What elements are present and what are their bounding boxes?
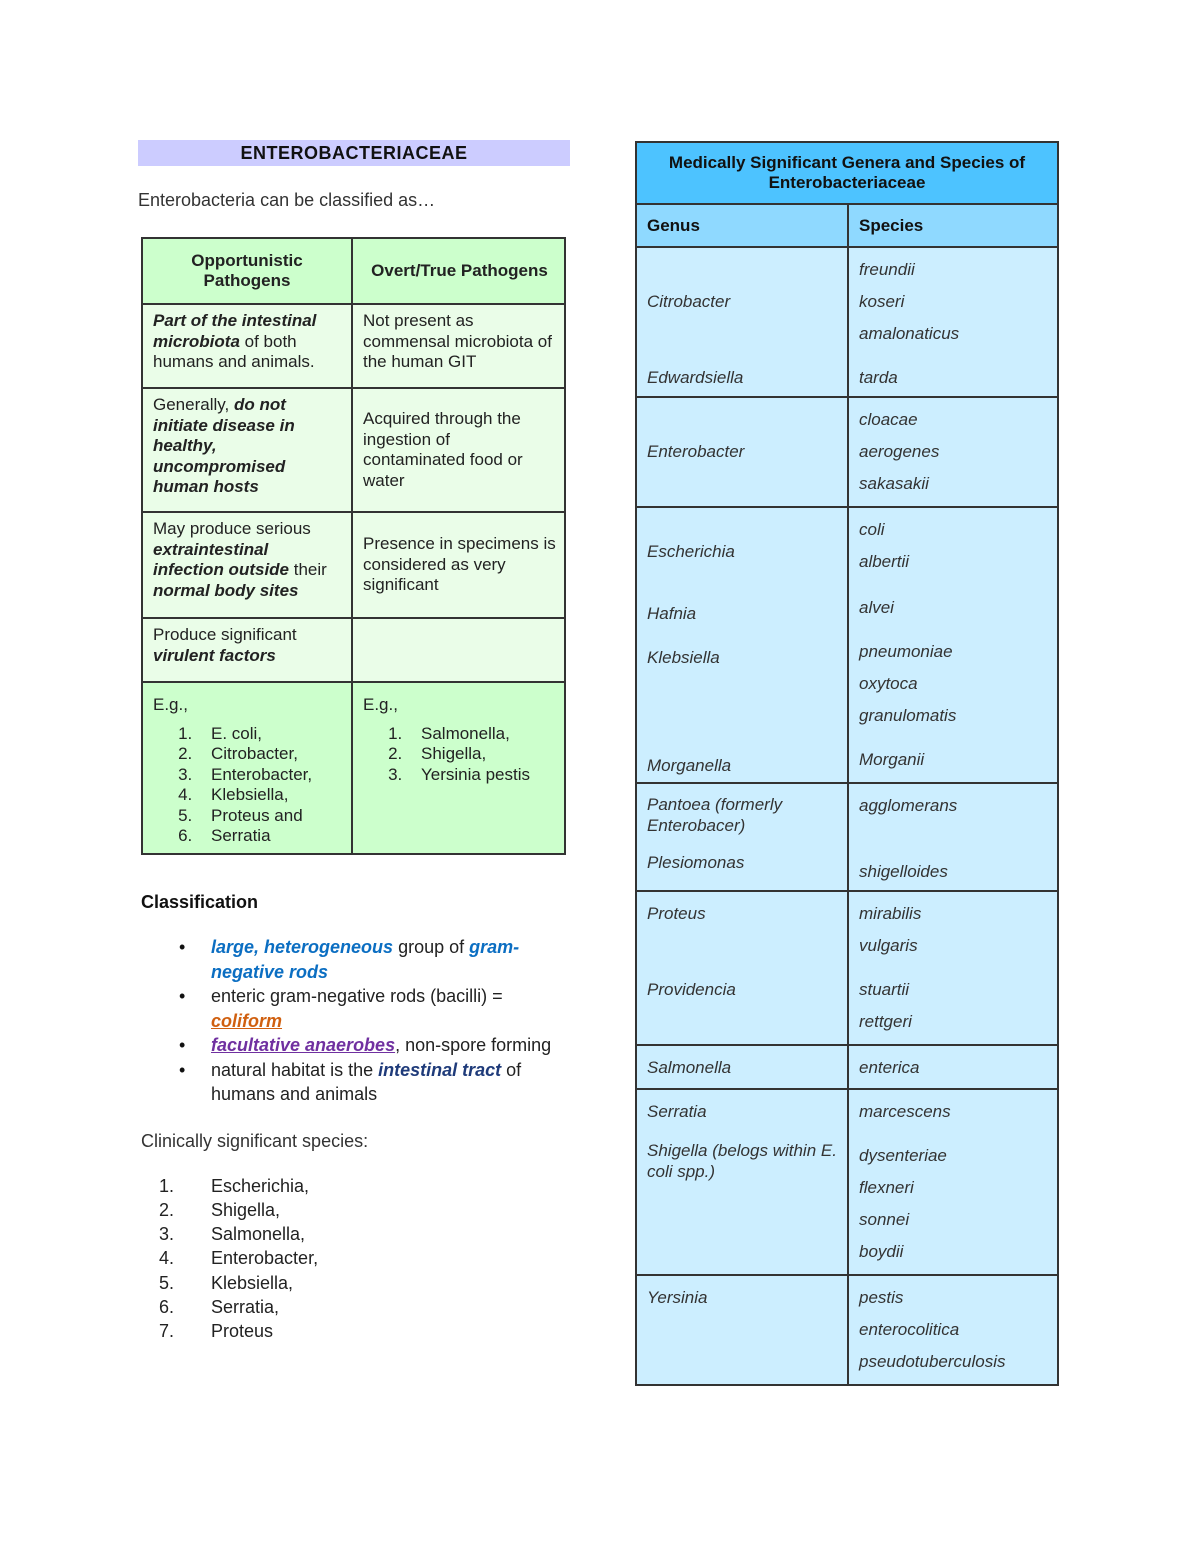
left-column <box>138 140 570 1342</box>
species-cell <box>848 507 1058 783</box>
highlight-text: coliform <box>211 1010 283 1031</box>
species-cell <box>848 247 1058 397</box>
text: natural habitat is the <box>211 1059 379 1080</box>
species: tarda <box>859 368 898 387</box>
genus: Escherichia <box>647 542 735 561</box>
cell <box>142 682 352 854</box>
table-row <box>142 304 565 388</box>
genus-cell <box>636 247 848 397</box>
list-item: 1. E. coli, <box>197 724 343 745</box>
genus-cell <box>636 1275 848 1385</box>
genus: Citrobacter <box>647 292 731 311</box>
text: of humans and animals <box>211 1059 522 1104</box>
genus: Edwardsiella <box>647 368 744 387</box>
bold-text: normal body sites <box>153 580 299 600</box>
table-row <box>636 1045 1058 1089</box>
species: marcescens <box>859 1102 951 1121</box>
species: sakasakii <box>859 474 929 493</box>
species-cell <box>848 1089 1058 1275</box>
species: oxytoca <box>859 674 918 693</box>
header-opportunistic: Opportunistic Pathogens <box>142 238 352 304</box>
highlight-text: large, heterogeneous <box>211 937 394 957</box>
list-item: 1. Escherichia, <box>179 1174 566 1198</box>
text: group of <box>393 937 470 957</box>
text: their <box>289 560 327 579</box>
intro-text: Enterobacteria can be classified as… <box>138 190 436 210</box>
cell: Presence in specimens is considered as very significant <box>352 512 565 618</box>
highlight-text: intestinal tract <box>378 1059 502 1080</box>
species: amalonaticus <box>859 324 960 343</box>
cell <box>142 388 352 512</box>
clinical-label: Clinically significant species: <box>141 1130 369 1151</box>
classification-heading: Classification <box>141 892 259 912</box>
table-row <box>142 388 565 512</box>
genus-cell <box>636 507 848 783</box>
species: cloacae <box>859 410 918 429</box>
genus: Enterobacter <box>647 442 745 461</box>
bold-text: extraintestinal infection outside <box>153 539 289 579</box>
table-row <box>142 618 565 682</box>
genus-cell <box>636 1089 848 1275</box>
list-item <box>179 935 566 984</box>
bold-text: Part of the intestinal microbiota <box>153 311 317 351</box>
genus-cell <box>636 397 848 507</box>
cell: Not present as commensal microbiota of the human GIT <box>352 304 565 388</box>
species: boydii <box>859 1242 904 1261</box>
list-item: 1. Salmonella, <box>407 724 556 745</box>
highlight-text: gram-negative rods <box>211 937 520 982</box>
species: coli <box>859 520 885 539</box>
genus: Serratia <box>647 1102 707 1121</box>
highlight-text: facultative anaerobes <box>211 1035 396 1055</box>
pathogen-comparison-table <box>141 237 566 855</box>
table-row <box>142 682 565 854</box>
species: koseri <box>859 292 905 311</box>
eg-label: E.g., <box>363 695 398 714</box>
list-item: 3. Enterobacter, <box>197 765 343 786</box>
list-item <box>179 1058 566 1107</box>
list-item <box>179 1033 566 1058</box>
text: Produce significant <box>153 625 297 644</box>
classification-list <box>141 935 566 1107</box>
species: pneumoniae <box>859 642 953 661</box>
species: granulomatis <box>859 706 957 725</box>
list-item: 3. Yersinia pestis <box>407 765 556 786</box>
species: rettgeri <box>859 1012 912 1031</box>
list-item: 4. Enterobacter, <box>179 1246 566 1270</box>
genus-cell <box>636 1045 848 1089</box>
species: agglomerans <box>859 796 958 815</box>
list-item: 2. Shigella, <box>179 1198 566 1222</box>
table-row <box>636 1089 1058 1275</box>
species-cell <box>848 397 1058 507</box>
table-row <box>636 507 1058 783</box>
species: pestis <box>859 1288 904 1307</box>
species: aerogenes <box>859 442 940 461</box>
list-item: 6. Serratia, <box>179 1295 566 1319</box>
genus: Hafnia <box>647 604 697 623</box>
cell <box>142 618 352 682</box>
cell <box>352 618 565 682</box>
genus: Pantoea (formerly Enterobacer) <box>647 795 783 835</box>
list-item: 4. Klebsiella, <box>197 785 343 806</box>
list-item <box>179 984 566 1033</box>
table-row <box>636 397 1058 507</box>
text: of both humans and animals. <box>153 331 315 371</box>
text: enteric gram-negative rods (bacilli) = <box>211 986 503 1006</box>
table-row <box>636 1275 1058 1385</box>
list-item: 7. Proteus <box>179 1319 566 1343</box>
genera-table-title: Medically Significant Genera and Species of Enterobacteriaceae <box>636 142 1058 204</box>
species-cell <box>848 783 1058 891</box>
genus: Morganella <box>647 756 732 775</box>
header-overt: Overt/True Pathogens <box>352 238 565 304</box>
species: freundii <box>859 260 915 279</box>
eg-label: E.g., <box>153 695 188 714</box>
cell <box>142 304 352 388</box>
list-item: 6. Serratia <box>197 826 343 847</box>
text: Generally, <box>153 395 234 414</box>
species: alvei <box>859 598 894 617</box>
column-header-genus: Genus <box>636 204 848 247</box>
list-item: 2. Citrobacter, <box>197 744 343 765</box>
list-item: 2. Shigella, <box>407 744 556 765</box>
species: flexneri <box>859 1178 914 1197</box>
table-row <box>636 891 1058 1045</box>
genus: Plesiomonas <box>647 853 745 872</box>
species: mirabilis <box>859 904 922 923</box>
species: sonnei <box>859 1210 910 1229</box>
list-item: 5. Proteus and <box>197 806 343 827</box>
genus-cell <box>636 891 848 1045</box>
genus: Yersinia <box>647 1288 708 1307</box>
genus-cell <box>636 783 848 891</box>
genus: Proteus <box>647 904 706 923</box>
opportunistic-examples <box>153 724 343 847</box>
table-row <box>636 783 1058 891</box>
genus: Salmonella <box>647 1058 732 1077</box>
genus: Klebsiella <box>647 648 720 667</box>
column-header-species: Species <box>848 204 1058 247</box>
species: enterocolitica <box>859 1320 960 1339</box>
classification-section <box>141 892 566 1344</box>
cell <box>352 682 565 854</box>
genera-species-table <box>635 141 1059 1386</box>
bold-text: virulent factors <box>153 645 276 665</box>
genus: Providencia <box>647 980 736 999</box>
species-cell <box>848 891 1058 1045</box>
species: pseudotuberculosis <box>859 1352 1006 1371</box>
species: enterica <box>859 1058 920 1077</box>
list-item: 3. Salmonella, <box>179 1222 566 1246</box>
clinical-species-list <box>141 1174 566 1344</box>
cell <box>142 512 352 618</box>
species: shigelloides <box>859 862 948 881</box>
table-row <box>142 512 565 618</box>
species: vulgaris <box>859 936 918 955</box>
cell: Acquired through the ingestion of contaminated food or water <box>352 388 565 512</box>
species-cell <box>848 1275 1058 1385</box>
genus: Shigella (belogs within E. coli spp.) <box>647 1141 837 1181</box>
species: albertii <box>859 552 910 571</box>
species-cell <box>848 1045 1058 1089</box>
overt-examples <box>363 724 556 786</box>
list-item: 5. Klebsiella, <box>179 1271 566 1295</box>
page-title: ENTEROBACTERIACEAE <box>138 140 570 166</box>
species: stuartii <box>859 980 910 999</box>
species: Morganii <box>859 750 925 769</box>
species: dysenteriae <box>859 1146 947 1165</box>
text: , non-spore forming <box>395 1035 552 1055</box>
bold-text: do not initiate disease in healthy, uncompromised human hosts <box>153 395 295 496</box>
text: May produce serious <box>153 519 311 538</box>
table-row <box>636 247 1058 397</box>
